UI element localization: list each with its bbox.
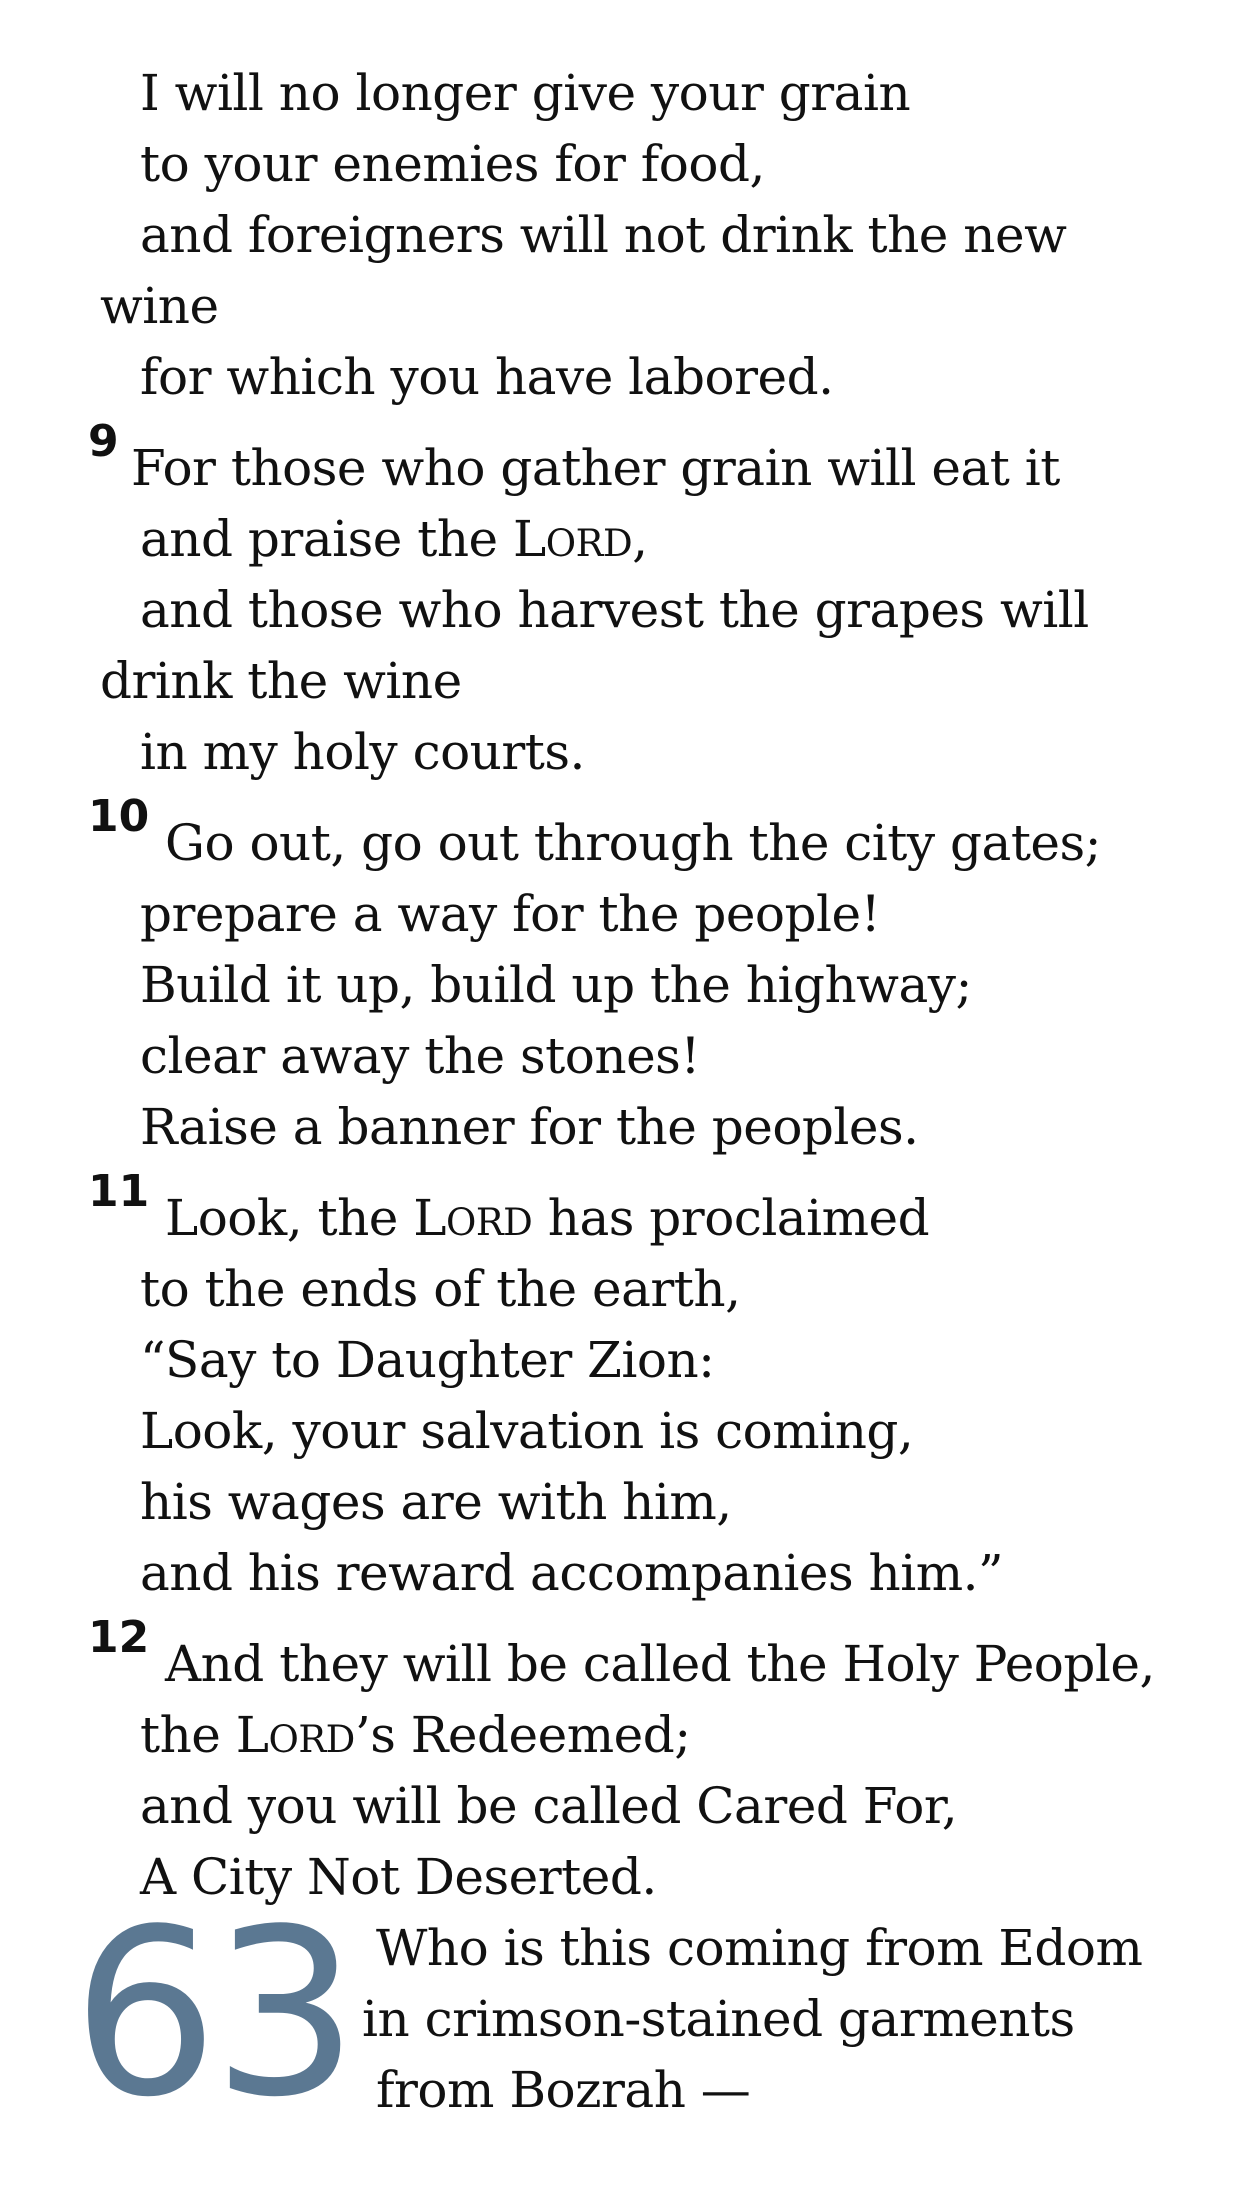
poetry-line: Build it up, build up the highway; [140,956,972,1014]
chapter-number: 63 [72,1881,353,2148]
poetry-line: clear away the stones! [140,1027,700,1085]
poetry-line: the LORD’s Redeemed; [140,1706,691,1764]
poetry-line: in crimson-stained garments [362,1990,1075,2048]
poetry-line: Raise a banner for the peoples. [140,1098,919,1156]
poetry-line: I will no longer give your grain [140,64,911,122]
poetry-line: Look, your salvation is coming, [140,1402,914,1460]
poetry-line: Who is this coming from Edom [376,1919,1143,1977]
poetry-line: and you will be called Cared For, [140,1777,958,1835]
verse-number: 12 [88,1612,150,1663]
poetry-line: prepare a way for the people! [140,885,881,943]
poetry-line: and his reward accompanies him.” [140,1544,1004,1602]
poetry-line: “Say to Daughter Zion: [140,1331,715,1389]
verse-number: 11 [88,1166,150,1217]
poetry-line: For those who gather grain will eat it [131,439,1060,497]
poetry-line: and foreigners will not drink the new [140,206,1067,264]
poetry-line: in my holy courts. [140,723,585,781]
poetry-line: Look, the LORD has proclaimed [165,1189,930,1247]
poetry-line: to the ends of the earth, [140,1260,741,1318]
poetry-line: drink the wine [100,652,462,710]
verse-number: 9 [88,416,119,467]
poetry-line: and praise the LORD, [140,510,648,568]
poetry-line: from Bozrah — [376,2061,751,2119]
poetry-line: wine [100,277,219,335]
poetry-line: A City Not Deserted. [140,1848,657,1906]
poetry-line: for which you have labored. [140,348,834,406]
poetry-line: Go out, go out through the city gates; [165,814,1102,872]
verse-number: 10 [88,791,150,842]
poetry-line: his wages are with him, [140,1473,732,1531]
poetry-line: And they will be called the Holy People, [165,1635,1155,1693]
poetry-line: to your enemies for food, [140,135,765,193]
poetry-line: and those who harvest the grapes will [140,581,1089,639]
